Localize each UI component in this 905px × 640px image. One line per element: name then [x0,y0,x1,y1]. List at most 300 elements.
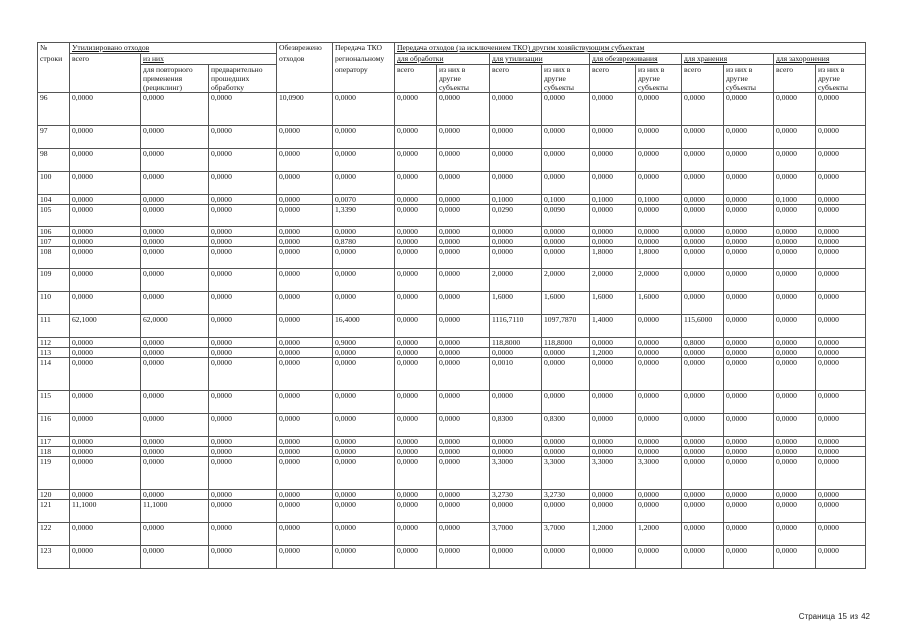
table-cell: 0,0000 [209,205,277,227]
table-cell: 0,0000 [277,338,333,348]
table-cell: 0,0000 [333,292,395,315]
table-cell: 0,0000 [682,391,724,414]
burial-other-header: из них в другие субъекты [816,65,866,93]
table-cell: 0,0000 [682,546,724,569]
table-cell: 0,0000 [816,269,866,292]
page-total: 42 [861,612,870,621]
neutralization-header: для обезвреживания [590,54,682,65]
table-cell: 0,0000 [395,391,437,414]
table-cell: 0,0000 [774,338,816,348]
table-cell: 0,0000 [333,490,395,500]
table-cell: 0,0000 [437,315,490,338]
table-cell: 0,0000 [395,149,437,172]
utilized-header: Утилизировано отходов [70,43,277,54]
table-row [38,93,866,126]
table-row [38,414,866,437]
table-row [38,149,866,172]
table-cell: 0,0000 [590,93,636,126]
table-cell: 0,0000 [437,358,490,391]
table-cell: 0,0000 [590,338,636,348]
tko-header-3: оператору [333,65,395,93]
row-number: 115 [38,391,70,414]
table-cell: 0,0000 [774,447,816,457]
table-cell: 0,0000 [774,205,816,227]
table-row [38,391,866,414]
table-cell: 0,0000 [590,447,636,457]
table-row [38,315,866,338]
table-cell: 0,0000 [636,93,682,126]
table-cell: 0,0000 [590,391,636,414]
row-number: 106 [38,227,70,237]
table-cell: 1097,7870 [542,315,590,338]
table-cell: 0,0000 [277,447,333,457]
table-cell: 0,0000 [774,500,816,523]
table-cell: 62,0000 [141,315,209,338]
table-cell: 0,0000 [724,172,774,195]
table-cell: 0,0000 [636,490,682,500]
table-cell: 115,6000 [682,315,724,338]
table-cell: 0,0000 [724,391,774,414]
table-cell: 0,0000 [682,172,724,195]
table-cell: 0,0000 [277,149,333,172]
table-row [38,205,866,227]
utilized-of-them-header: из них [141,54,277,65]
table-cell: 0,0000 [774,227,816,237]
table-cell: 0,0000 [490,447,542,457]
table-cell: 1,8000 [636,247,682,269]
row-number: 110 [38,292,70,315]
table-cell: 0,0000 [490,348,542,358]
neutralized-header-2: отходов [277,54,333,65]
preprocessed-header: предварительно прошедших обработку [209,65,277,93]
table-cell: 0,0000 [70,391,141,414]
table-cell: 0,0000 [333,172,395,195]
burial-total-header: всего [774,65,816,93]
table-row [38,227,866,237]
table-cell: 0,0000 [209,195,277,205]
table-cell: 0,0000 [70,269,141,292]
table-cell: 118,8000 [542,338,590,348]
table-cell: 0,1000 [542,195,590,205]
table-cell: 0,0000 [437,205,490,227]
col-number-header: № [38,43,70,54]
table-cell: 0,0000 [590,237,636,247]
page-footer [796,612,870,621]
table-cell: 0,0000 [141,292,209,315]
table-cell: 0,0000 [395,447,437,457]
row-number: 114 [38,358,70,391]
table-cell: 3,7000 [542,523,590,546]
table-cell: 0,0000 [816,348,866,358]
table-row [38,490,866,500]
table-cell: 0,0000 [277,205,333,227]
table-cell: 1,6000 [590,292,636,315]
table-cell: 0,0000 [682,149,724,172]
table-cell: 0,0000 [724,523,774,546]
row-number: 122 [38,523,70,546]
table-cell: 0,0000 [682,523,724,546]
table-cell: 0,0000 [437,348,490,358]
table-cell: 0,0000 [774,546,816,569]
table-cell: 0,0000 [209,269,277,292]
table-cell: 0,0000 [141,546,209,569]
table-cell: 0,0000 [542,172,590,195]
tko-header-2: региональному [333,54,395,65]
table-cell: 0,0000 [209,247,277,269]
table-cell: 0,0000 [682,358,724,391]
table-cell: 0,0000 [437,414,490,437]
table-cell: 0,0000 [682,247,724,269]
table-cell: 0,0000 [277,237,333,247]
table-cell: 0,0000 [277,315,333,338]
table-cell: 0,0000 [774,149,816,172]
table-row [38,292,866,315]
table-cell: 0,0000 [636,237,682,247]
table-cell: 0,0000 [542,391,590,414]
table-cell: 1,6000 [490,292,542,315]
table-cell: 0,0000 [70,546,141,569]
table-cell: 0,0000 [395,126,437,149]
table-cell: 0,0000 [70,149,141,172]
table-cell: 0,0000 [277,195,333,205]
table-cell: 0,0000 [636,414,682,437]
table-cell: 0,0000 [395,437,437,447]
table-cell: 0,0000 [437,149,490,172]
table-cell: 0,0000 [141,93,209,126]
table-cell: 0,0000 [774,523,816,546]
table-cell: 1,2000 [636,523,682,546]
table-cell: 1,8000 [590,247,636,269]
table-cell: 0,0000 [209,447,277,457]
row-number: 100 [38,172,70,195]
table-cell: 0,0000 [437,546,490,569]
table-cell: 0,0000 [724,315,774,338]
table-cell: 0,0000 [542,247,590,269]
table-cell: 0,0000 [395,315,437,338]
table-cell: 0,0000 [682,500,724,523]
table-cell: 0,0000 [70,437,141,447]
table-cell: 0,0000 [437,490,490,500]
table-cell: 0,0000 [490,237,542,247]
table-cell: 0,0000 [70,172,141,195]
table-cell: 0,0000 [395,546,437,569]
table-cell: 0,0000 [590,500,636,523]
table-cell: 0,0000 [277,457,333,490]
table-cell: 0,0000 [774,292,816,315]
table-cell: 0,0000 [209,149,277,172]
row-number: 118 [38,447,70,457]
table-cell: 0,0000 [590,546,636,569]
table-cell: 0,0000 [542,358,590,391]
table-cell: 0,0000 [774,237,816,247]
table-cell: 0,0000 [682,457,724,490]
table-cell: 0,0000 [333,348,395,358]
table-cell: 0,0000 [395,523,437,546]
table-cell: 0,0000 [141,348,209,358]
table-cell: 1116,7110 [490,315,542,338]
table-cell: 0,0000 [277,126,333,149]
table-cell: 0,0000 [141,437,209,447]
table-cell: 0,0000 [277,358,333,391]
table-cell: 0,0000 [682,126,724,149]
table-cell: 0,0000 [70,126,141,149]
table-cell: 0,0000 [333,546,395,569]
row-number: 104 [38,195,70,205]
table-cell: 0,0000 [437,447,490,457]
waste-report-table [37,42,866,569]
table-cell: 0,0000 [141,247,209,269]
table-cell: 0,0000 [724,500,774,523]
burial-header: для захоронения [774,54,866,65]
table-cell: 0,0000 [277,391,333,414]
table-cell: 0,0000 [816,500,866,523]
table-cell: 0,0000 [774,269,816,292]
utilization-other-header: из них в другие субъекты [542,65,590,93]
table-row [38,457,866,490]
table-row [38,269,866,292]
table-cell: 0,0000 [277,414,333,437]
storage-header: для хранения [682,54,774,65]
table-cell: 0,0000 [816,292,866,315]
table-row [38,348,866,358]
table-cell: 0,0000 [816,414,866,437]
table-cell: 0,0000 [141,447,209,457]
table-cell: 2,0000 [542,269,590,292]
table-cell: 0,0000 [70,457,141,490]
table-row [38,338,866,348]
row-number: 121 [38,500,70,523]
table-cell: 0,0000 [636,149,682,172]
table-cell: 0,0000 [490,500,542,523]
table-cell: 0,0000 [70,348,141,358]
table-cell: 0,0000 [141,237,209,247]
table-cell: 0,0000 [724,149,774,172]
header-row-2 [38,54,866,65]
row-number: 107 [38,237,70,247]
table-cell: 0,0000 [816,247,866,269]
row-number: 109 [38,269,70,292]
table-cell: 0,0000 [437,172,490,195]
table-cell: 0,0000 [70,205,141,227]
table-cell: 0,0000 [490,391,542,414]
table-cell: 0,0000 [590,126,636,149]
table-cell: 0,0000 [636,500,682,523]
storage-total-header: всего [682,65,724,93]
table-row [38,358,866,391]
utilized-total-header: всего [70,54,141,65]
table-cell: 0,0000 [141,227,209,237]
table-cell: 0,1000 [636,195,682,205]
table-cell: 0,0000 [141,172,209,195]
table-cell: 0,0000 [724,338,774,348]
table-cell: 0,0290 [490,205,542,227]
header-row-3 [38,65,866,93]
table-cell: 0,0000 [724,358,774,391]
table-cell: 0,0000 [724,126,774,149]
table-cell: 0,0000 [490,247,542,269]
table-cell: 0,0000 [209,348,277,358]
table-cell: 0,0000 [816,315,866,338]
table-cell: 0,0000 [636,315,682,338]
table-cell: 0,0000 [437,126,490,149]
table-cell: 0,0000 [724,227,774,237]
row-number: 119 [38,457,70,490]
table-cell: 0,0000 [437,523,490,546]
table-cell: 0,0000 [209,292,277,315]
table-cell: 3,2730 [542,490,590,500]
table-body [38,43,866,569]
table-cell: 0,8300 [490,414,542,437]
table-cell: 0,0000 [141,338,209,348]
table-cell: 0,0000 [774,391,816,414]
table-cell: 0,0000 [395,490,437,500]
table-cell: 0,0000 [277,490,333,500]
neutralization-total-header: всего [590,65,636,93]
table-cell: 0,0000 [682,490,724,500]
table-cell: 0,1000 [590,195,636,205]
table-cell: 0,0000 [590,437,636,447]
page-number: 15 [838,612,847,621]
table-cell: 0,0000 [395,414,437,437]
table-cell: 0,0000 [682,437,724,447]
table-cell: 0,0000 [395,172,437,195]
table-cell: 0,0000 [816,358,866,391]
table-cell: 0,0000 [816,205,866,227]
table-cell: 3,3000 [542,457,590,490]
row-number: 113 [38,348,70,358]
table-cell: 0,0000 [774,126,816,149]
table-cell: 0,0000 [209,315,277,338]
table-cell: 0,8000 [682,338,724,348]
table-cell: 0,0000 [277,172,333,195]
table-cell: 0,0000 [590,172,636,195]
table-cell: 0,0000 [70,195,141,205]
row-number: 123 [38,546,70,569]
table-cell: 0,0000 [682,195,724,205]
table-cell: 0,0000 [277,348,333,358]
row-number: 120 [38,490,70,500]
row-number: 112 [38,338,70,348]
row-number: 98 [38,149,70,172]
table-cell: 0,0000 [141,523,209,546]
table-cell: 0,0000 [816,490,866,500]
table-cell: 0,0000 [774,414,816,437]
table-row [38,437,866,447]
table-cell: 0,0000 [333,437,395,447]
table-cell: 0,0000 [590,149,636,172]
table-cell: 0,0000 [395,348,437,358]
row-number: 97 [38,126,70,149]
table-cell: 0,0000 [209,126,277,149]
table-cell: 0,0000 [395,292,437,315]
table-cell: 3,7000 [490,523,542,546]
table-cell: 0,0000 [490,93,542,126]
table-cell: 0,0000 [542,546,590,569]
table-cell: 0,0000 [70,447,141,457]
table-cell: 0,0000 [209,227,277,237]
table-cell: 1,2000 [590,348,636,358]
table-cell: 0,0000 [724,292,774,315]
table-cell: 0,0000 [774,457,816,490]
table-row [38,172,866,195]
table-cell: 0,0000 [141,358,209,391]
tko-header: Передача ТКО [333,43,395,54]
table-cell: 16,4000 [333,315,395,338]
table-cell: 0,0000 [141,414,209,437]
table-cell: 0,0000 [816,523,866,546]
table-cell: 0,0010 [490,358,542,391]
table-cell: 0,0000 [682,227,724,237]
table-cell: 0,0000 [395,457,437,490]
table-cell: 0,0000 [774,93,816,126]
processing-header: для обработки [395,54,490,65]
page-of-label: из [849,612,859,621]
table-cell: 0,0000 [542,126,590,149]
table-cell: 0,0000 [437,391,490,414]
table-cell: 0,0000 [70,490,141,500]
table-cell: 0,0000 [682,414,724,437]
table-cell: 0,0000 [774,358,816,391]
table-cell: 0,0000 [542,93,590,126]
table-cell: 0,0000 [724,457,774,490]
table-cell: 0,0000 [590,414,636,437]
table-cell: 0,0000 [277,227,333,237]
table-cell: 118,8000 [490,338,542,348]
table-cell: 0,0000 [70,338,141,348]
table-cell: 1,6000 [636,292,682,315]
table-cell: 0,0000 [209,172,277,195]
table-cell: 3,3000 [590,457,636,490]
table-cell: 0,0000 [724,269,774,292]
table-cell: 0,0000 [141,126,209,149]
table-cell: 0,0000 [490,172,542,195]
table-cell: 0,0000 [209,358,277,391]
table-cell: 0,0000 [816,338,866,348]
table-cell: 0,0000 [542,237,590,247]
table-cell: 0,0000 [490,546,542,569]
table-cell: 0,0000 [209,237,277,247]
table-cell: 0,0000 [70,414,141,437]
table-cell: 0,0000 [209,457,277,490]
transfer-header: Передача отходов (за исключением ТКО) другим хозяйствующим субъектам [395,43,866,54]
table-cell: 0,0000 [816,126,866,149]
table-cell: 0,0000 [333,247,395,269]
table-cell: 0,0000 [333,269,395,292]
table-cell: 0,0000 [141,149,209,172]
table-cell: 0,0000 [636,205,682,227]
table-cell: 0,0000 [437,247,490,269]
table-cell: 0,0000 [490,149,542,172]
table-cell: 0,1000 [490,195,542,205]
storage-other-header: из них в другие субъекты [724,65,774,93]
table-cell: 0,0000 [636,348,682,358]
table-cell: 11,1000 [70,500,141,523]
processing-other-header: из них в другие субъекты [437,65,490,93]
table-cell: 0,0000 [437,195,490,205]
table-cell: 0,0000 [333,414,395,437]
table-cell: 0,0000 [395,205,437,227]
row-number: 116 [38,414,70,437]
table-cell: 0,0000 [209,546,277,569]
table-cell: 0,0090 [542,205,590,227]
table-cell: 0,0000 [333,447,395,457]
table-row [38,500,866,523]
table-cell: 0,0000 [70,93,141,126]
neutralization-other-header: из них в другие субъекты [636,65,682,93]
table-cell: 0,0000 [816,437,866,447]
table-cell: 0,0000 [542,227,590,237]
neutralized-header: Обезврежено [277,43,333,54]
